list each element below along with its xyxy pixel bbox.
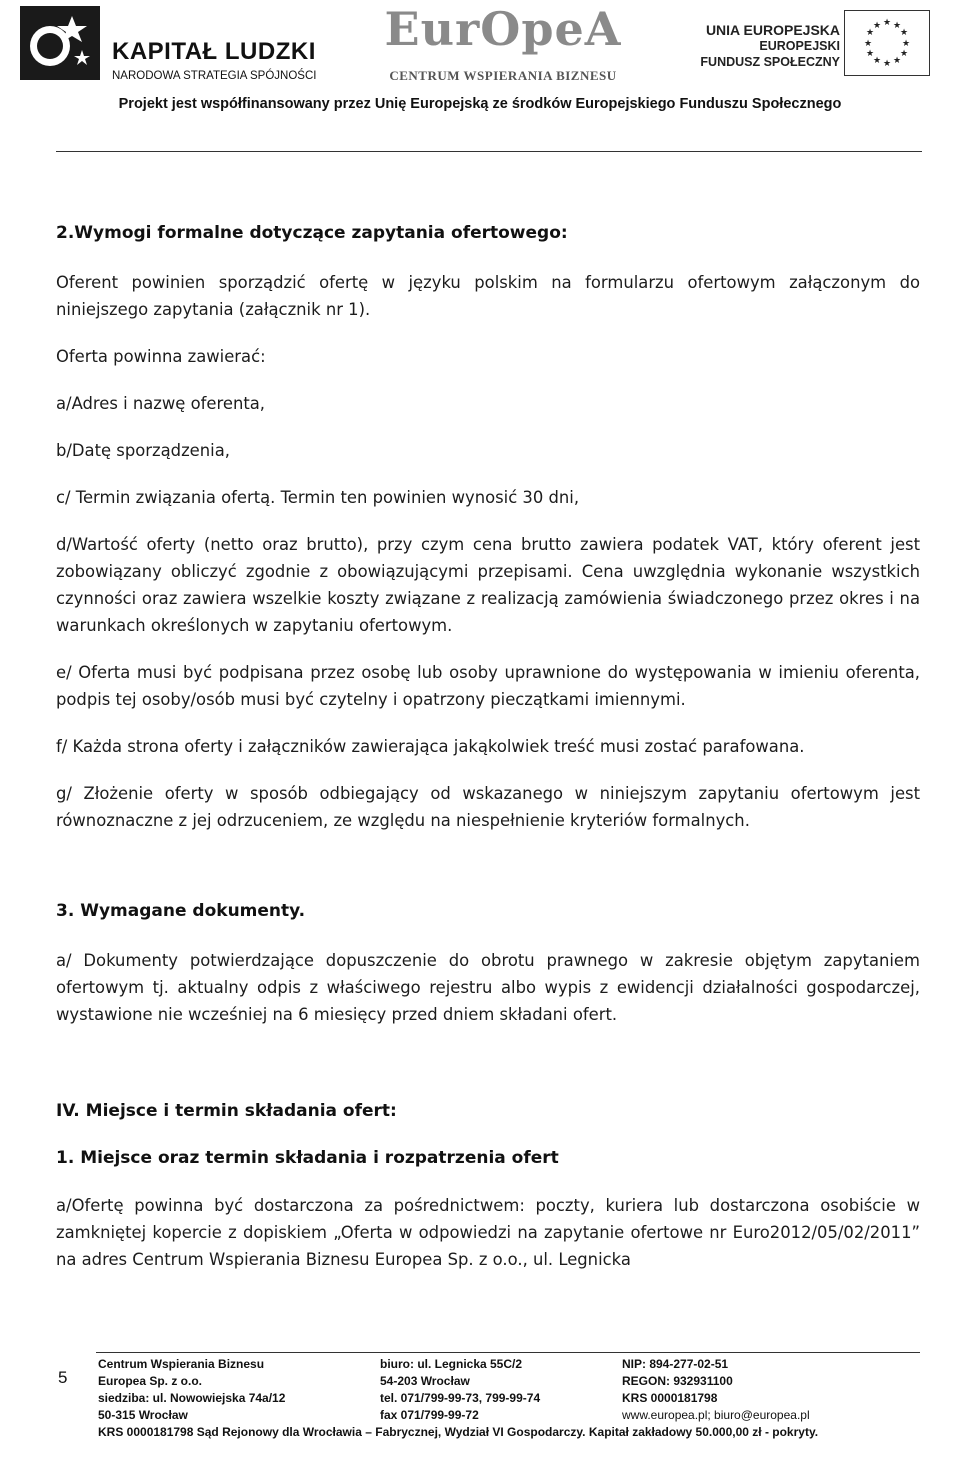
footer-legal-line: KRS 0000181798 Sąd Rejonowy dla Wrocławia – Fabrycznej, Wydział VI Gospodarczy. Kapitał zakładowy 50.000,00 zł - pokryty. (98, 1425, 819, 1439)
svg-text:★: ★ (892, 56, 902, 66)
page-footer (0, 1340, 960, 1469)
footer-company-line-4: 50-315 Wrocław (98, 1408, 188, 1422)
footer-company-line-3: siedziba: ul. Nowowiejska 74a/12 (98, 1391, 286, 1405)
eu-flag-icon (844, 10, 930, 76)
svg-text:★: ★ (865, 28, 875, 38)
europea-subtitle: CENTRUM WSPIERANIA BIZNESU (389, 68, 617, 83)
offer-item-a: a/Adres i nazwę oferenta, (56, 394, 266, 413)
document-body (56, 220, 920, 1273)
section-iv-heading: IV. Miejsce i termin składania ofert: (56, 1101, 397, 1121)
page-number: 5 (58, 1368, 68, 1387)
footer-company-column (98, 1356, 285, 1424)
footer-company-line-1: Centrum Wspierania Biznesu (98, 1357, 265, 1371)
section-3-heading: 3. Wymagane dokumenty. (56, 901, 306, 921)
footer-office-line-2: 54-203 Wrocław (380, 1374, 470, 1388)
kapital-ludzki-subtitle: NARODOWA STRATEGIA SPÓJNOŚCI (112, 70, 317, 82)
svg-text:★: ★ (865, 49, 875, 59)
europea-wordmark: EurOpeA (384, 2, 622, 56)
footer-website-email[interactable]: www.europea.pl; biuro@europea.pl (622, 1408, 810, 1422)
footer-office-line-1: biuro: ul. Legnicka 55C/2 (380, 1357, 523, 1371)
section-iv-subheading: 1. Miejsce oraz termin składania i rozpatrzenia ofert (56, 1148, 559, 1168)
offer-item-g: g/ Złożenie oferty w sposób odbiegający od wskazanego w niniejszym zapytaniu ofertowym jest równoznaczne z jej odrzuceniem, ze względu na niespełnienie kryteriów formalnych. (56, 784, 920, 830)
section-2-heading: 2.Wymogi formalne dotyczące zapytania ofertowego: (56, 223, 568, 243)
project-cofinancing-line: Projekt jest współfinansowany przez Unię Europejską ze środków Europejskiego Funduszu Społecznego (118, 96, 842, 112)
svg-text:★: ★ (901, 39, 911, 49)
eu-logo-line-3: FUNDUSZ SPOŁECZNY (700, 55, 840, 69)
footer-registry-column (622, 1356, 810, 1424)
svg-text:★: ★ (863, 39, 873, 49)
svg-text:★: ★ (872, 21, 882, 31)
eu-logo-line-1: UNIA EUROPEJSKA (705, 22, 840, 38)
footer-divider (96, 1352, 920, 1353)
svg-text:★: ★ (899, 28, 909, 38)
offer-item-d: d/Wartość oferty (netto oraz brutto), przy czym cena brutto zawiera podatek VAT, który oferent jest zobowiązany obliczyć zgodnie z obowiązującymi przepisami. Cena uwzględnia wykonanie wszystkich czynności oraz zawiera wszelkie koszty związane z realizacją zamówienia świadczonego przez okres i na warunkach określonych w zapytaniu ofertowym. (56, 535, 920, 635)
section-2-intro: Oferent powinien sporządzić ofertę w języku polskim na formularzu ofertowym załączonym do niniejszego zapytania (załącznik nr 1). (56, 273, 920, 319)
header-divider (56, 151, 922, 152)
footer-company-line-2: Europea Sp. z o.o. (98, 1374, 203, 1388)
footer-office-column (380, 1356, 540, 1424)
kapital-ludzki-logo (20, 6, 320, 84)
svg-text:★: ★ (892, 21, 902, 31)
kapital-ludzki-emblem-icon (20, 6, 104, 82)
eu-logo-text (700, 22, 840, 70)
offer-item-c: c/ Termin związania ofertą. Termin ten powinien wynosić 30 dni, (56, 488, 580, 507)
eu-logo-line-2: EUROPEJSKI (759, 39, 840, 53)
kapital-ludzki-name: KAPITAŁ LUDZKI (112, 38, 316, 65)
page-header (0, 0, 960, 150)
offer-item-e: e/ Oferta musi być podpisana przez osobę lub osoby uprawnione do występowania w imieniu oferenta, podpis tej osoby/osób musi być czytelny i opatrzony pieczątkami imiennymi. (56, 663, 920, 709)
offer-item-b: b/Datę sporządzenia, (56, 441, 230, 460)
footer-registry-line-2: REGON: 932931100 (622, 1374, 733, 1388)
eu-social-fund-logo (700, 6, 940, 86)
svg-text:★: ★ (872, 56, 882, 66)
offer-item-f: f/ Każda strona oferty i załączników zawierająca jakąkolwiek treść musi zostać parafowana. (56, 737, 805, 756)
europea-logo (368, 2, 638, 84)
submission-item-a: a/Ofertę powinna być dostarczona za pośrednictwem: poczty, kuriera lub dostarczona osobiście w zamkniętej kopercie z dopiskiem „Oferta w odpowiedzi na zapytanie ofertowe nr Euro2012/05/02/2011” na adres Centrum Wspierania Biznesu Europea Sp. z o.o., ul. Legnicka (56, 1196, 920, 1269)
footer-office-line-4: fax 071/799-99-72 (380, 1408, 479, 1422)
svg-text:★: ★ (899, 49, 909, 59)
footer-registry-line-1: NIP: 894-277-02-51 (622, 1357, 729, 1371)
svg-text:★: ★ (882, 18, 892, 28)
offer-contents-label: Oferta powinna zawierać: (56, 347, 266, 366)
documents-item-a: a/ Dokumenty potwierdzające dopuszczenie do obrotu prawnego w zakresie objętym zapytaniem ofertowym tj. aktualny odpis z właściwego rejestru albo wypis z ewidencji działalności gospodarczej, wystawione nie wcześniej na 6 miesięcy przed dniem składani ofert. (56, 951, 920, 1024)
footer-office-line-3: tel. 071/799-99-73, 799-99-74 (380, 1391, 541, 1405)
svg-text:★: ★ (882, 59, 892, 69)
footer-registry-line-3: KRS 0000181798 (622, 1391, 718, 1405)
